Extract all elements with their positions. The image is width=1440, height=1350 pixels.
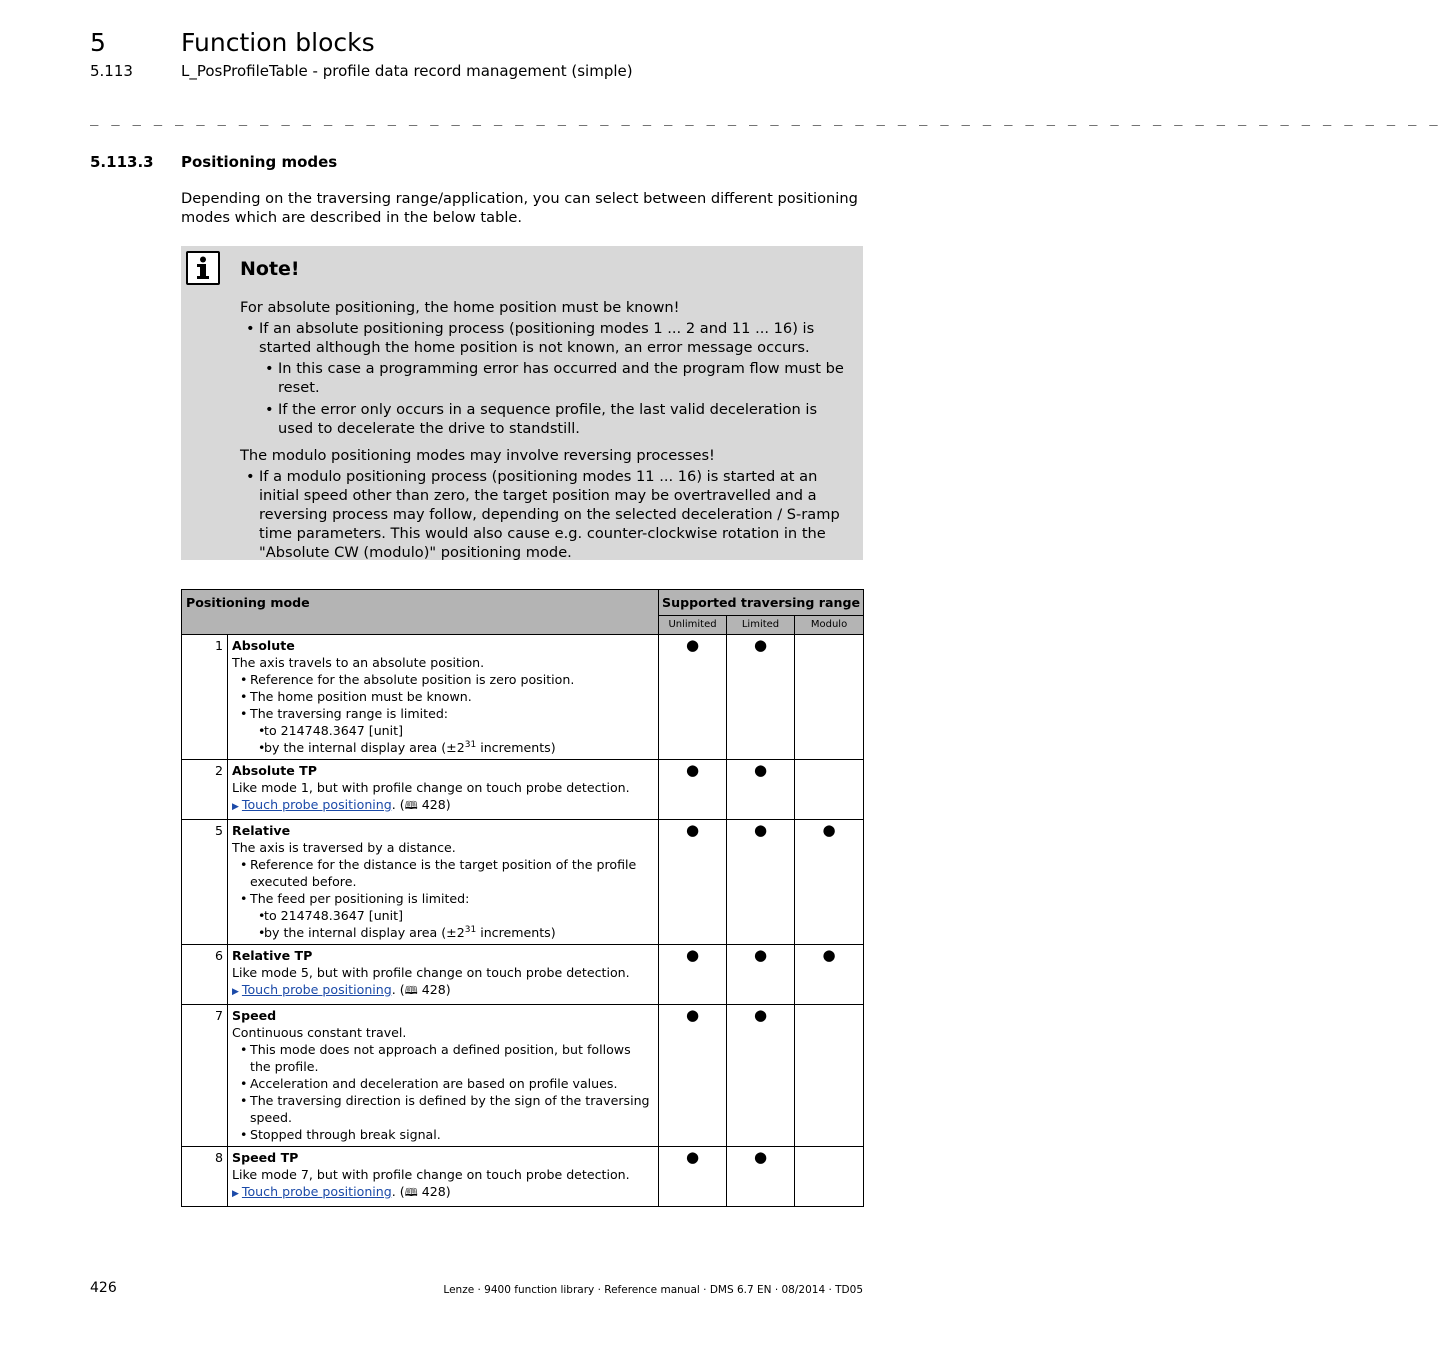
note-para-modulo: The modulo positioning modes may involve reversing processes! — [240, 447, 715, 464]
chapter-title: Function blocks — [181, 28, 375, 57]
mode-description — [228, 1147, 659, 1207]
list-item: • Stopped through break signal. — [232, 1126, 654, 1143]
support-limited: ● — [727, 945, 795, 1005]
touch-probe-link[interactable]: ▶ Touch probe positioning. (🕮 428) — [232, 1184, 451, 1199]
header-unlimited: Unlimited — [659, 616, 727, 635]
list-item: • The feed per positioning is limited: • to 214748.3647 [unit] • by the internal display area ($\pm 2^{31}$ increments) — [232, 890, 654, 941]
section-title: Positioning modes — [181, 153, 338, 171]
mode-text: Like mode 5, but with profile change on touch probe detection. — [232, 965, 630, 980]
header-modulo: Modulo — [795, 616, 864, 635]
section-number: 5.113.3 — [90, 153, 154, 171]
header-separator: _ _ _ _ _ _ _ _ _ _ _ _ _ _ _ _ _ _ _ _ _ _ _ _ _ _ _ _ _ _ _ _ _ _ _ _ _ _ _ _ _ _ _ _ _ _ _ _ _ _ _ _ _ _ _ _ _ _ _ _ _ _ _ _ — [90, 110, 1440, 126]
mode-title: Relative TP — [232, 948, 313, 963]
header-limited: Limited — [727, 616, 795, 635]
table-row — [182, 820, 864, 945]
mode-text: Like mode 7, but with profile change on touch probe detection. — [232, 1167, 630, 1182]
mode-number: 8 — [182, 1147, 228, 1207]
mode-title: Relative — [232, 823, 291, 838]
list-item: • This mode does not approach a defined position, but follows the profile. — [232, 1041, 654, 1075]
support-modulo: ● — [795, 945, 864, 1005]
note-heading: Note! — [240, 258, 300, 280]
mode-number: 5 — [182, 820, 228, 945]
mode-description — [228, 945, 659, 1005]
table-row — [182, 635, 864, 760]
list-item: • If the error only occurs in a sequence profile, the last valid deceleration is used to decelerate the drive to standstill. — [259, 400, 852, 438]
link-arrow-icon: ▶ — [232, 802, 239, 812]
book-icon: 🕮 — [404, 984, 418, 997]
info-icon — [186, 251, 220, 285]
mode-number: 2 — [182, 760, 228, 820]
touch-probe-link[interactable]: ▶ Touch probe positioning. (🕮 428) — [232, 982, 451, 997]
mode-number: 6 — [182, 945, 228, 1005]
list-item: • Reference for the absolute position is zero position. — [232, 671, 654, 688]
header-positioning-mode: Positioning mode — [182, 590, 659, 635]
mode-title: Absolute — [232, 638, 295, 653]
book-icon: 🕮 — [404, 799, 418, 812]
list-item: • In this case a programming error has occurred and the program flow must be reset. — [259, 359, 852, 397]
link-arrow-icon: ▶ — [232, 1189, 239, 1199]
support-modulo — [795, 1005, 864, 1147]
mode-number: 1 — [182, 635, 228, 760]
support-modulo — [795, 1147, 864, 1207]
table-row — [182, 1005, 864, 1147]
list-item: • The traversing direction is defined by the sign of the traversing speed. — [232, 1092, 654, 1126]
link-arrow-icon: ▶ — [232, 987, 239, 997]
support-limited: ● — [727, 635, 795, 760]
list-item: • by the internal display area ($\pm 2^{31}$ increments) — [250, 739, 654, 756]
list-item: • by the internal display area ($\pm 2^{31}$ increments) — [250, 924, 654, 941]
list-item: • If an absolute positioning process (positioning modes 1 ... 2 and 11 ... 16) is started although the home position is not known, an error message occurs. • In this case a programming error has occurred and the program flow must be reset. • If the error only occurs in a sequence profile, the last valid deceleration is used to decelerate the drive to standstill. — [240, 319, 852, 438]
support-modulo — [795, 635, 864, 760]
mode-text: Continuous constant travel. — [232, 1025, 407, 1040]
section-intro: Depending on the traversing range/application, you can select between different positioning modes which are described in the below table. — [181, 190, 858, 226]
mode-text: The axis is traversed by a distance. — [232, 840, 456, 855]
list-item: • Acceleration and deceleration are based on profile values. — [232, 1075, 654, 1092]
mode-text: The axis travels to an absolute position. — [232, 655, 485, 670]
list-item: • to 214748.3647 [unit] — [250, 907, 654, 924]
support-unlimited: ● — [659, 760, 727, 820]
chapter-number: 5 — [90, 28, 106, 57]
subchapter-number: 5.113 — [90, 62, 133, 80]
table-row — [182, 760, 864, 820]
mode-description — [228, 760, 659, 820]
mode-number: 7 — [182, 1005, 228, 1147]
support-modulo — [795, 760, 864, 820]
table-row — [182, 945, 864, 1005]
list-item: • to 214748.3647 [unit] — [250, 722, 654, 739]
note-box — [181, 246, 863, 560]
note-para-absolute: For absolute positioning, the home position must be known! — [240, 299, 680, 316]
list-item: • The traversing range is limited: • to 214748.3647 [unit] • by the internal display area ($\pm 2^{31}$ increments) — [232, 705, 654, 756]
support-limited: ● — [727, 760, 795, 820]
support-unlimited: ● — [659, 635, 727, 760]
list-item: • If a modulo positioning process (positioning modes 11 ... 16) is started at an initial speed other than zero, the target position may be overtravelled and a reversing process may follow, depending on the selected deceleration / S-ramp time parameters. This would also cause e.g. counter-clockwise rotation in the "Absolute CW (modulo)" positioning mode. — [240, 467, 852, 562]
note-body — [240, 298, 852, 565]
footer-info: Lenze · 9400 function library · Reference manual · DMS 6.7 EN · 08/2014 · TD05 — [443, 1284, 863, 1296]
support-unlimited: ● — [659, 1147, 727, 1207]
mode-title: Speed — [232, 1008, 277, 1023]
mode-description — [228, 820, 659, 945]
list-item: • Reference for the distance is the target position of the profile executed before. — [232, 856, 654, 890]
table-row — [182, 1147, 864, 1207]
support-limited: ● — [727, 820, 795, 945]
mode-description — [228, 1005, 659, 1147]
support-unlimited: ● — [659, 820, 727, 945]
mode-title: Speed TP — [232, 1150, 299, 1165]
book-icon: 🕮 — [404, 1186, 418, 1199]
positioning-modes-table — [181, 589, 864, 1207]
header-supported-range: Supported traversing range — [659, 590, 864, 616]
page-number: 426 — [90, 1280, 117, 1296]
support-modulo: ● — [795, 820, 864, 945]
subchapter-title: L_PosProfileTable - profile data record management (simple) — [181, 62, 633, 80]
mode-text: Like mode 1, but with profile change on touch probe detection. — [232, 780, 630, 795]
support-unlimited: ● — [659, 1005, 727, 1147]
support-limited: ● — [727, 1005, 795, 1147]
support-limited: ● — [727, 1147, 795, 1207]
list-item: • The home position must be known. — [232, 688, 654, 705]
support-unlimited: ● — [659, 945, 727, 1005]
mode-title: Absolute TP — [232, 763, 317, 778]
touch-probe-link[interactable]: ▶ Touch probe positioning. (🕮 428) — [232, 797, 451, 812]
mode-description — [228, 635, 659, 760]
